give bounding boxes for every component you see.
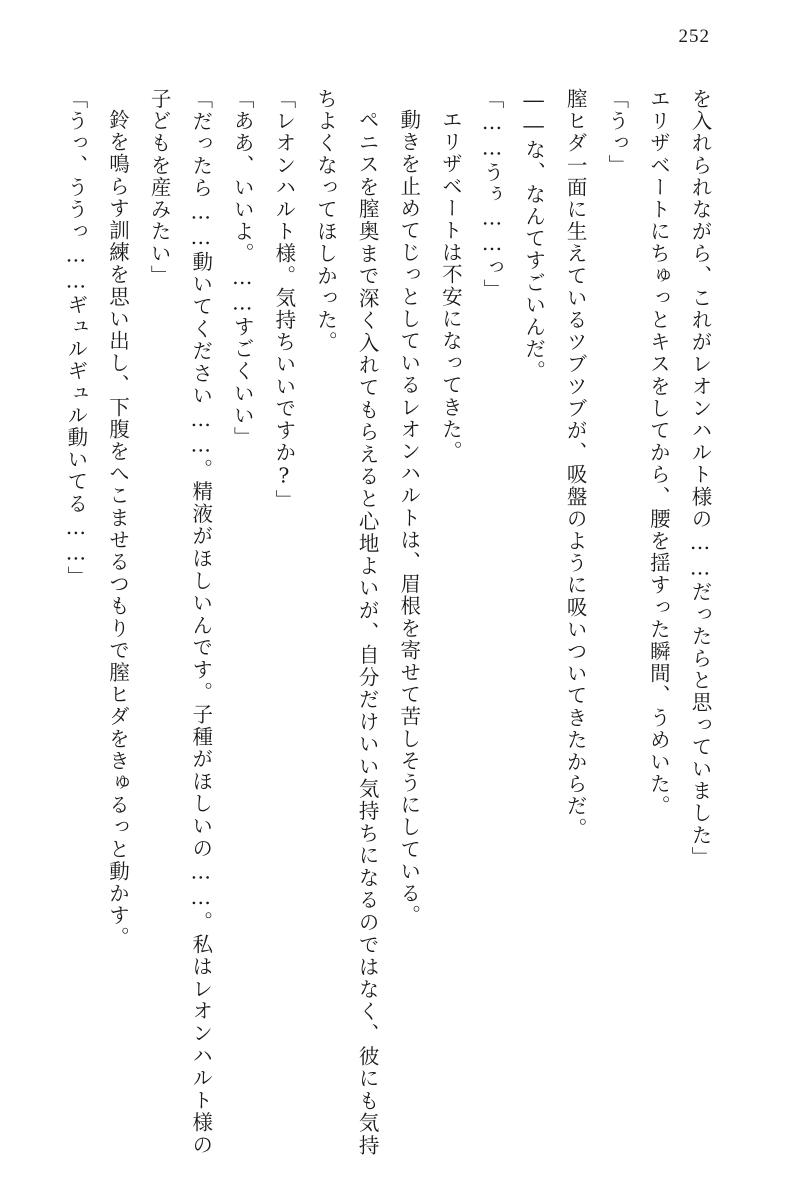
body-paragraph: 動きを止めてじっとしているレオンハルトは、眉根を寄せて苦しそうにしている。 bbox=[396, 108, 421, 927]
body-paragraph: を入れられながら、これがレオンハルト様の……だったらと思っていました」 bbox=[688, 88, 712, 869]
body-paragraph: ――な、なんてすごいんだ。 bbox=[521, 88, 546, 383]
body-paragraph: 鈴を鳴らす訓練を思い出し、下腹をへこませるつもりで膣ヒダをきゅるっと動かす。 bbox=[105, 108, 130, 949]
body-paragraph: 膣ヒダ一面に生えているツブツブが、吸盤のように吸いついてきたからだ。 bbox=[563, 88, 588, 840]
page-number: 252 bbox=[678, 26, 710, 47]
page-body-text bbox=[56, 88, 720, 1156]
body-paragraph: 「ああ、いいよ。……すごくいい」 bbox=[230, 88, 255, 449]
body-paragraph: 「……うぅ……っ」 bbox=[479, 88, 504, 301]
body-paragraph: 「うっ、ううっ……ギュルギュル動いてる……」 bbox=[63, 88, 88, 589]
body-paragraph: 「レオンハルト様。気持ちいいですか?」 bbox=[271, 88, 296, 512]
body-paragraph: 「だったら……動いてください……。精液がほしいんです。子種がほしいの……。私はレオンハルト様の子どもを産みたい」 bbox=[147, 88, 213, 1156]
body-paragraph: エリザベートは不安になってきた。 bbox=[438, 108, 463, 463]
body-paragraph: 「うっ」 bbox=[604, 88, 629, 177]
body-paragraph: エリザベートにちゅっとキスをしてから、腰を揺すった瞬間、うめいた。 bbox=[646, 88, 671, 818]
body-paragraph: ペニスを膣奥まで深く入れてもらえると心地よいが、自分だけいい気持ちになるのではなく、彼にも気持ちよくなってほしかった。 bbox=[313, 88, 380, 1156]
